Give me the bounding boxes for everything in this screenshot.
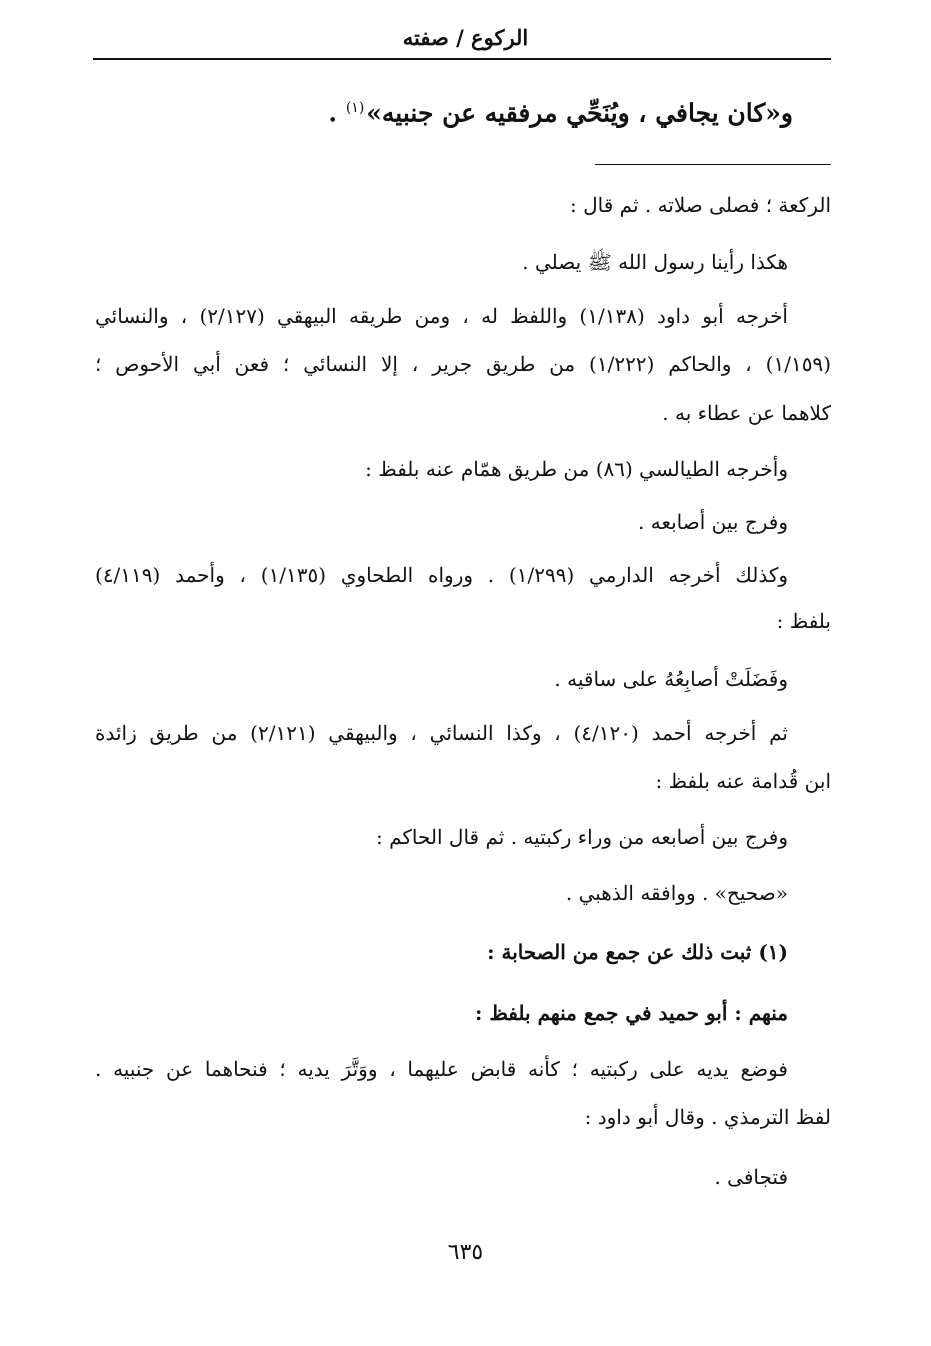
main-text bbox=[93, 86, 793, 135]
footnote-line: وفَضَلَتْ أصابِعُهُ على ساقيه . bbox=[554, 667, 788, 691]
footnote-line: فوضع يديه على ركبتيه ؛ كأنه قابض عليهما ، ووَتَّرَ يديه ؛ فنحاهما عن جنبيه . bbox=[95, 1057, 788, 1081]
footnote-line: وفرج بين أصابعه من وراء ركبتيه . ثم قال الحاكم : bbox=[375, 825, 788, 849]
footnote-line: وفرج بين أصابعه . bbox=[638, 510, 788, 534]
footnote-line: (١) ثبت ذلك عن جمع من الصحابة : bbox=[487, 940, 788, 964]
footnote-line: وكذلك أخرجه الدارمي (١/٢٩٩) . ورواه الطحاوي (١/١٣٥) ، وأحمد (٤/١١٩) bbox=[95, 563, 788, 587]
main-text-period: . bbox=[328, 98, 346, 128]
footnote-line: بلفظ : bbox=[776, 609, 831, 633]
footnote-separator-rule bbox=[595, 164, 831, 165]
footnote-line: ابن قُدامة عنه بلفظ : bbox=[655, 769, 831, 793]
footnote-line: أخرجه أبو داود (١/١٣٨) واللفظ له ، ومن طريقه البيهقي (٢/١٢٧) ، والنسائي bbox=[95, 304, 788, 328]
footnote-line: ثم أخرجه أحمد (٤/١٢٠) ، وكذا النسائي ، والبيهقي (٢/١٢١) من طريق زائدة bbox=[95, 721, 789, 745]
page-number: ٦٣٥ bbox=[447, 1240, 484, 1265]
footnote-line: هكذا رأينا رسول الله ﷺ يصلي . bbox=[522, 250, 788, 274]
footnote-line: فتجافى . bbox=[714, 1165, 788, 1189]
footnote-line: الركعة ؛ فصلى صلاته . ثم قال : bbox=[570, 193, 831, 217]
main-text-body: و«كان يجافي ، ويُنَحِّي مرفقيه عن جنبيه» bbox=[366, 98, 793, 128]
header-rule bbox=[93, 58, 831, 60]
page-header-title: الركوع / صفته bbox=[402, 25, 529, 50]
footnote-line: لفظ الترمذي . وقال أبو داود : bbox=[584, 1105, 831, 1129]
footnote-line: وأخرجه الطيالسي (٨٦) من طريق همّام عنه بلفظ : bbox=[365, 457, 788, 481]
footnote-line: منهم : أبو حميد في جمع منهم بلفظ : bbox=[474, 1001, 788, 1025]
footnote-line: «صحيح» . ووافقه الذهبي . bbox=[565, 881, 788, 905]
footnote-line: كلاهما عن عطاء به . bbox=[662, 401, 831, 425]
footnote-line: (١/١٥٩) ، والحاكم (١/٢٢٢) من طريق جرير ، إلا النسائي ؛ فعن أبي الأحوص ؛ bbox=[95, 352, 831, 376]
footnote-reference: (١) bbox=[345, 100, 365, 116]
